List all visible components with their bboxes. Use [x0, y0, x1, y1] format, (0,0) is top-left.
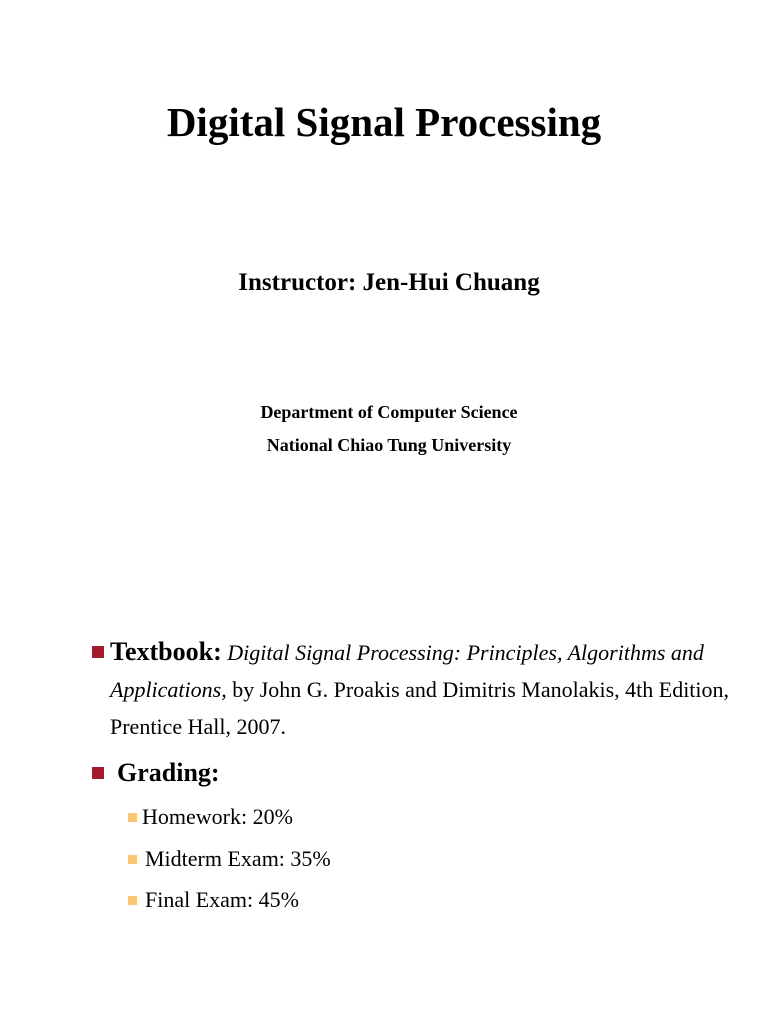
instructor-line: Instructor: Jen-Hui Chuang — [238, 269, 540, 296]
square-sub-bullet-icon — [128, 813, 137, 822]
textbook-label: Textbook: — [110, 637, 222, 666]
textbook-details: by John G. Proakis and Dimitris Manolakis, 4th Edition, Prentice Hall, 2007. — [110, 677, 730, 739]
textbook-paragraph — [110, 633, 750, 745]
square-sub-bullet-icon — [128, 896, 137, 905]
university-line: National Chiao Tung University — [266, 435, 512, 455]
grading-item-homework: Homework: 20% — [142, 804, 293, 829]
grading-label: Grading: — [117, 758, 220, 787]
department-line: Department of Computer Science — [260, 402, 518, 422]
square-sub-bullet-icon — [128, 855, 137, 864]
slide-title: Digital Signal Processing — [166, 99, 602, 145]
square-bullet-icon — [92, 767, 104, 779]
grading-item-final: Final Exam: 45% — [145, 887, 299, 912]
square-bullet-icon — [92, 646, 104, 658]
textbook-title: Digital Signal Processing: Principles, Algorithms and Applications, — [110, 640, 704, 702]
grading-item-midterm: Midterm Exam: 35% — [145, 846, 331, 871]
